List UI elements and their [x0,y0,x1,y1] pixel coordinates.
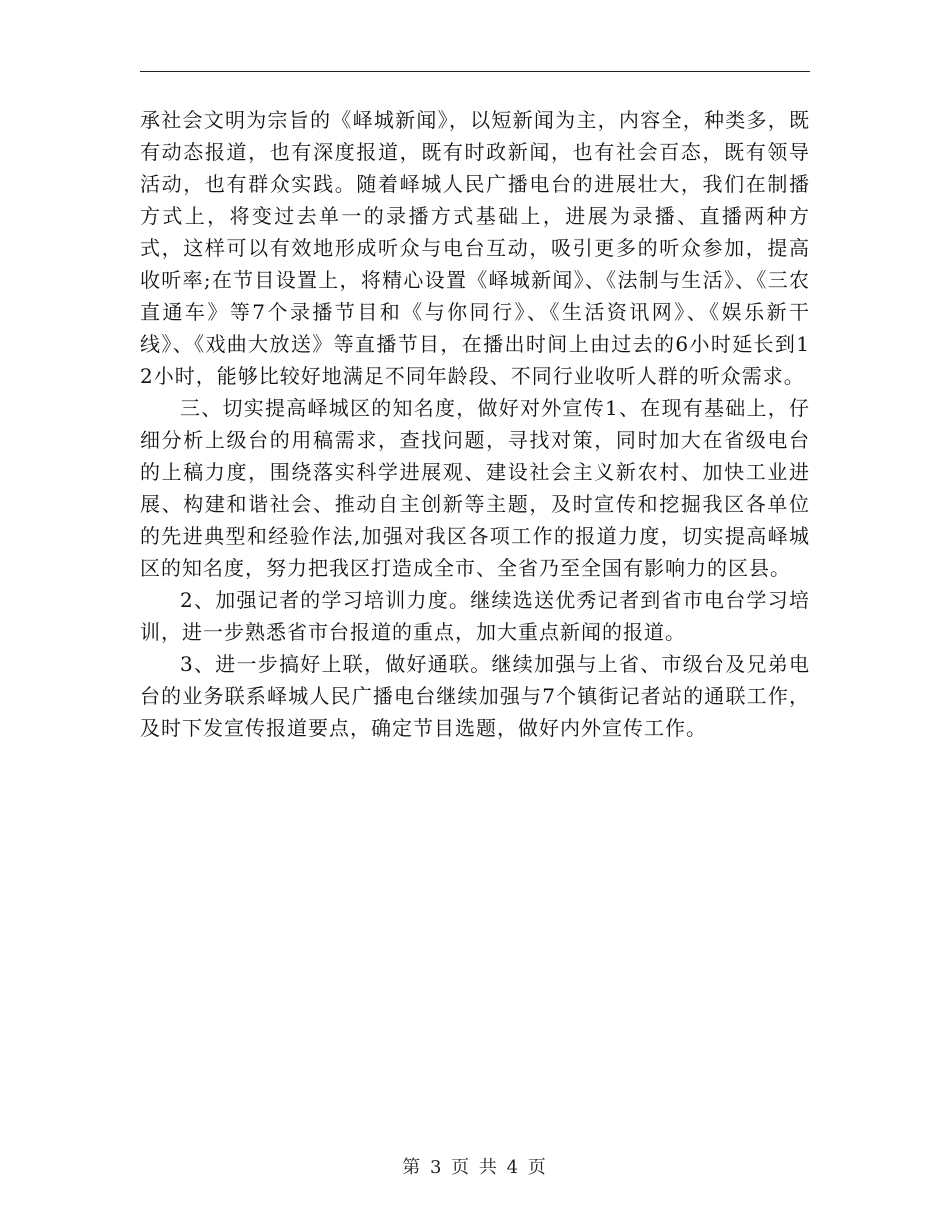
document-body [140,104,810,744]
page-number-footer: 第 3 页 共 4 页 [402,1157,548,1178]
paragraph-item-three: 3、进一步搞好上联，做好通联。继续加强与上省、市级台及兄弟电台的业务联系峄城人民广播电台继续加强与7个镇街记者站的通联工作，及时下发宣传报道要点，确定节目选题，做好内外宣传工作。 [140,652,810,740]
paragraph-continuation: 承社会文明为宗旨的《峄城新闻》，以短新闻为主，内容全，种类多，既有动态报道，也有深度报道，既有时政新闻，也有社会百态，既有领导活动，也有群众实践。随着峄城人民广播电台的进展壮大，我们在制播方式上，将变过去单一的录播方式基础上，进展为录播、直播两种方式，这样可以有效地形成听众与电台互动，吸引更多的听众参加，提高收听率;在节目设置上，将精心设置《峄城新闻》、《法制与生活》、《三农直通车》等7个录播节目和《与你同行》、《生活资讯网》、《娱乐新干线》、《戏曲大放送》等直播节目，在播出时间上由过去的6小时延长到12小时，能够比较好地满足不同年龄段、不同行业收听人群的听众需求。 [140,108,810,388]
paragraph-section-three: 三、切实提高峄城区的知名度，做好对外宣传1、在现有基础上，仔细分析上级台的用稿需求，查找问题，寻找对策，同时加大在省级电台的上稿力度，围绕落实科学进展观、建设社会主义新农村、加快工业进展、构建和谐社会、推动自主创新等主题，及时宣传和挖掘我区各单位的先进典型和经验作法,加强对我区各项工作的报道力度，切实提高峄城区的知名度，努力把我区打造成全市、全省乃至全国有影响力的区县。 [140,396,810,580]
header-rule [140,71,810,72]
paragraph-item-two: 2、加强记者的学习培训力度。继续选送优秀记者到省市电台学习培训，进一步熟悉省市台报道的重点，加大重点新闻的报道。 [140,588,810,644]
